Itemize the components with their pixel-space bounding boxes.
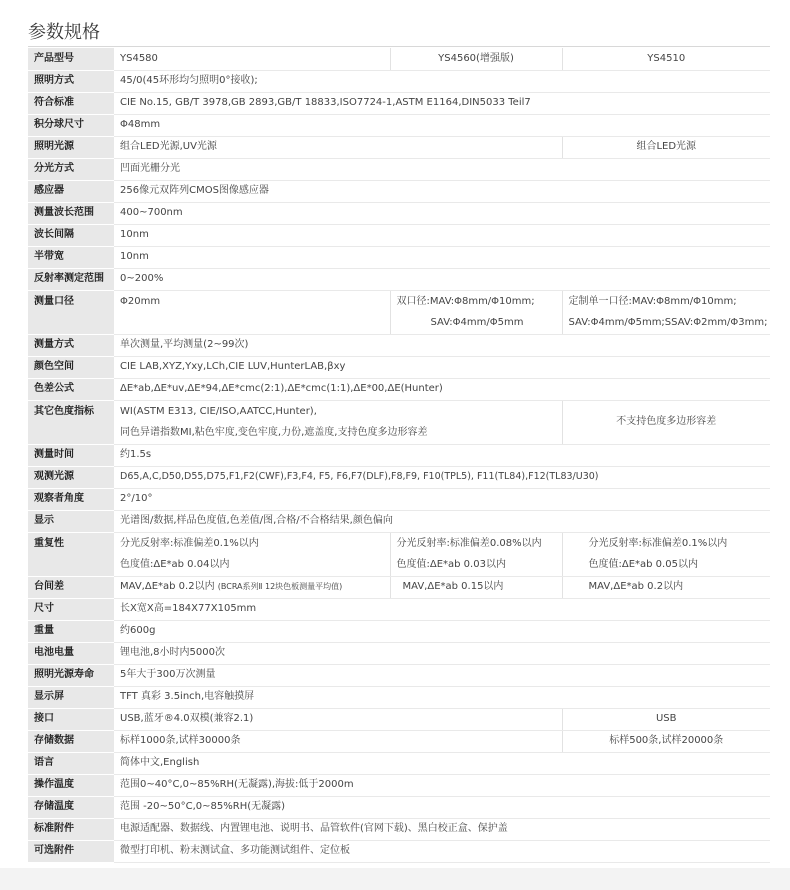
row-label: 台间差	[28, 576, 114, 598]
table-row	[28, 752, 770, 774]
aperture-ys4510-line1: 定制单一口径:MAV:Φ8mm/Φ10mm;	[562, 290, 770, 312]
row-value: 锂电池,8小时内5000次	[114, 642, 770, 664]
table-row	[28, 92, 770, 114]
other-index-line2: 同色异谱指数MI,粘色牢度,变色牢度,力份,遮盖度,支持色度多边形容差	[114, 422, 562, 444]
table-row	[28, 246, 770, 268]
table-row	[28, 268, 770, 290]
row-label: 标准附件	[28, 818, 114, 840]
row-value: 标样1000条,试样30000条	[114, 730, 562, 752]
table-row	[28, 400, 770, 422]
row-label: 色差公式	[28, 378, 114, 400]
row-label: 波长间隔	[28, 224, 114, 246]
row-value: 单次测量,平均测量(2~99次)	[114, 334, 770, 356]
row-label: 观察者角度	[28, 488, 114, 510]
table-row	[28, 576, 770, 598]
row-value: 10nm	[114, 224, 770, 246]
cell-ys4510: YS4510	[562, 48, 770, 70]
row-label: 照明方式	[28, 70, 114, 92]
aperture-ys4510-line2: SAV:Φ4mm/Φ5mm;SSAV:Φ2mm/Φ3mm;	[562, 312, 770, 334]
row-value: Φ20mm	[114, 290, 390, 334]
row-label: 测量口径	[28, 290, 114, 334]
table-row	[28, 796, 770, 818]
table-row	[28, 114, 770, 136]
repeat-ys4560-line1: 分光反射率:标准偏差0.08%以内	[390, 532, 562, 554]
row-value: 范围0~40°C,0~85%RH(无凝露),海拔:低于2000m	[114, 774, 770, 796]
row-value-ys4510: USB	[562, 708, 770, 730]
row-label: 积分球尺寸	[28, 114, 114, 136]
row-label: 接口	[28, 708, 114, 730]
row-label: 重复性	[28, 532, 114, 576]
table-row	[28, 466, 770, 488]
row-label: 其它色度指标	[28, 400, 114, 444]
table-row	[28, 290, 770, 312]
aperture-ys4560-line2: SAV:Φ4mm/Φ5mm	[390, 312, 562, 334]
table-row	[28, 620, 770, 642]
row-value: TFT 真彩 3.5inch,电容触摸屏	[114, 686, 770, 708]
row-value: ΔE*ab,ΔE*uv,ΔE*94,ΔE*cmc(2:1),ΔE*cmc(1:1),ΔE*00,ΔE(Hunter)	[114, 378, 770, 400]
table-row	[28, 224, 770, 246]
row-label: 测量波长范围	[28, 202, 114, 224]
table-row	[28, 774, 770, 796]
inter-note: (BCRA系列Ⅱ 12块色板测量平均值)	[217, 582, 343, 592]
spec-table	[28, 48, 770, 863]
table-row	[28, 180, 770, 202]
table-row	[28, 730, 770, 752]
repeat-ys4560-line2: 色度值:ΔE*ab 0.03以内	[390, 554, 562, 576]
row-label: 显示	[28, 510, 114, 532]
row-value: 45/0(45环形均匀照明0°接收);	[114, 70, 770, 92]
inter-ys4580	[114, 576, 390, 598]
row-label: 存储温度	[28, 796, 114, 818]
row-value: 长X宽X高=184X77X105mm	[114, 598, 770, 620]
table-row	[28, 510, 770, 532]
table-row	[28, 158, 770, 180]
title-divider	[28, 46, 770, 47]
table-row	[28, 70, 770, 92]
inter-ys4580-value: MAV,ΔE*ab 0.2以内	[120, 581, 215, 593]
row-value: 400~700nm	[114, 202, 770, 224]
row-label: 重量	[28, 620, 114, 642]
row-label: 操作温度	[28, 774, 114, 796]
table-row	[28, 202, 770, 224]
row-value: CIE No.15, GB/T 3978,GB 2893,GB/T 18833,ISO7724-1,ASTM E1164,DIN5033 Teil7	[114, 92, 770, 114]
row-label: 半带宽	[28, 246, 114, 268]
table-row	[28, 488, 770, 510]
row-label: 照明光源寿命	[28, 664, 114, 686]
row-label: 产品型号	[28, 48, 114, 70]
row-label: 反射率测定范围	[28, 268, 114, 290]
cell-ys4580: YS4580	[114, 48, 390, 70]
row-label: 尺寸	[28, 598, 114, 620]
row-value: 约600g	[114, 620, 770, 642]
row-value: 256像元双阵列CMOS图像感应器	[114, 180, 770, 202]
table-row	[28, 334, 770, 356]
row-label: 照明光源	[28, 136, 114, 158]
table-row	[28, 598, 770, 620]
row-value-ys4510: 标样500条,试样20000条	[562, 730, 770, 752]
table-row	[28, 378, 770, 400]
table-row	[28, 664, 770, 686]
other-index-line1: WI(ASTM E313, CIE/ISO,AATCC,Hunter),	[114, 400, 562, 422]
row-label: 测量方式	[28, 334, 114, 356]
row-label: 颜色空间	[28, 356, 114, 378]
inter-ys4510: MAV,ΔE*ab 0.2以内	[562, 576, 770, 598]
row-value: D65,A,C,D50,D55,D75,F1,F2(CWF),F3,F4, F5, F6,F7(DLF),F8,F9, F10(TPL5), F11(TL84),F12(TL83/U30)	[114, 466, 770, 488]
table-row	[28, 642, 770, 664]
row-label: 观测光源	[28, 466, 114, 488]
row-value: 0~200%	[114, 268, 770, 290]
row-value: 约1.5s	[114, 444, 770, 466]
row-value: 微型打印机、粉末测试盒、多功能测试组件、定位板	[114, 840, 770, 862]
row-value: Φ48mm	[114, 114, 770, 136]
row-value: 范围 -20~50°C,0~85%RH(无凝露)	[114, 796, 770, 818]
repeat-ys4510-line1: 分光反射率:标准偏差0.1%以内	[562, 532, 770, 554]
aperture-ys4560-line1: 双口径:MAV:Φ8mm/Φ10mm;	[390, 290, 562, 312]
row-value: 光谱图/数据,样品色度值,色差值/图,合格/不合格结果,颜色偏向	[114, 510, 770, 532]
cell-ys4560: YS4560(增强版)	[390, 48, 562, 70]
row-value: 简体中文,English	[114, 752, 770, 774]
row-label: 存储数据	[28, 730, 114, 752]
row-value: USB,蓝牙®4.0双模(兼容2.1)	[114, 708, 562, 730]
row-value: 2°/10°	[114, 488, 770, 510]
page-footer-band	[0, 868, 790, 890]
row-value: CIE LAB,XYZ,Yxy,LCh,CIE LUV,HunterLAB,βxy	[114, 356, 770, 378]
table-row	[28, 818, 770, 840]
row-label: 符合标准	[28, 92, 114, 114]
row-label: 测量时间	[28, 444, 114, 466]
table-row	[28, 444, 770, 466]
table-row	[28, 840, 770, 862]
table-row	[28, 136, 770, 158]
row-label: 语言	[28, 752, 114, 774]
table-row	[28, 356, 770, 378]
row-value: 凹面光栅分光	[114, 158, 770, 180]
other-index-ys4510: 不支持色度多边形容差	[562, 400, 770, 444]
row-value: 10nm	[114, 246, 770, 268]
row-value: 电源适配器、数据线、内置锂电池、说明书、品管软件(官网下载)、黑白校正盒、保护盖	[114, 818, 770, 840]
repeat-ys4580-line1: 分光反射率:标准偏差0.1%以内	[114, 532, 390, 554]
inter-ys4560: MAV,ΔE*ab 0.15以内	[390, 576, 562, 598]
row-label: 感应器	[28, 180, 114, 202]
table-row	[28, 532, 770, 554]
repeat-ys4510-line2: 色度值:ΔE*ab 0.05以内	[562, 554, 770, 576]
table-row	[28, 48, 770, 70]
table-row	[28, 708, 770, 730]
row-label: 电池电量	[28, 642, 114, 664]
row-label: 可选附件	[28, 840, 114, 862]
row-value: 5年大于300万次测量	[114, 664, 770, 686]
table-row	[28, 554, 770, 576]
repeat-ys4580-line2: 色度值:ΔE*ab 0.04以内	[114, 554, 390, 576]
row-value: 组合LED光源,UV光源	[114, 136, 562, 158]
row-value-ys4510: 组合LED光源	[562, 136, 770, 158]
row-label: 分光方式	[28, 158, 114, 180]
table-row	[28, 686, 770, 708]
row-label: 显示屏	[28, 686, 114, 708]
page-title: 参数规格	[28, 22, 100, 43]
